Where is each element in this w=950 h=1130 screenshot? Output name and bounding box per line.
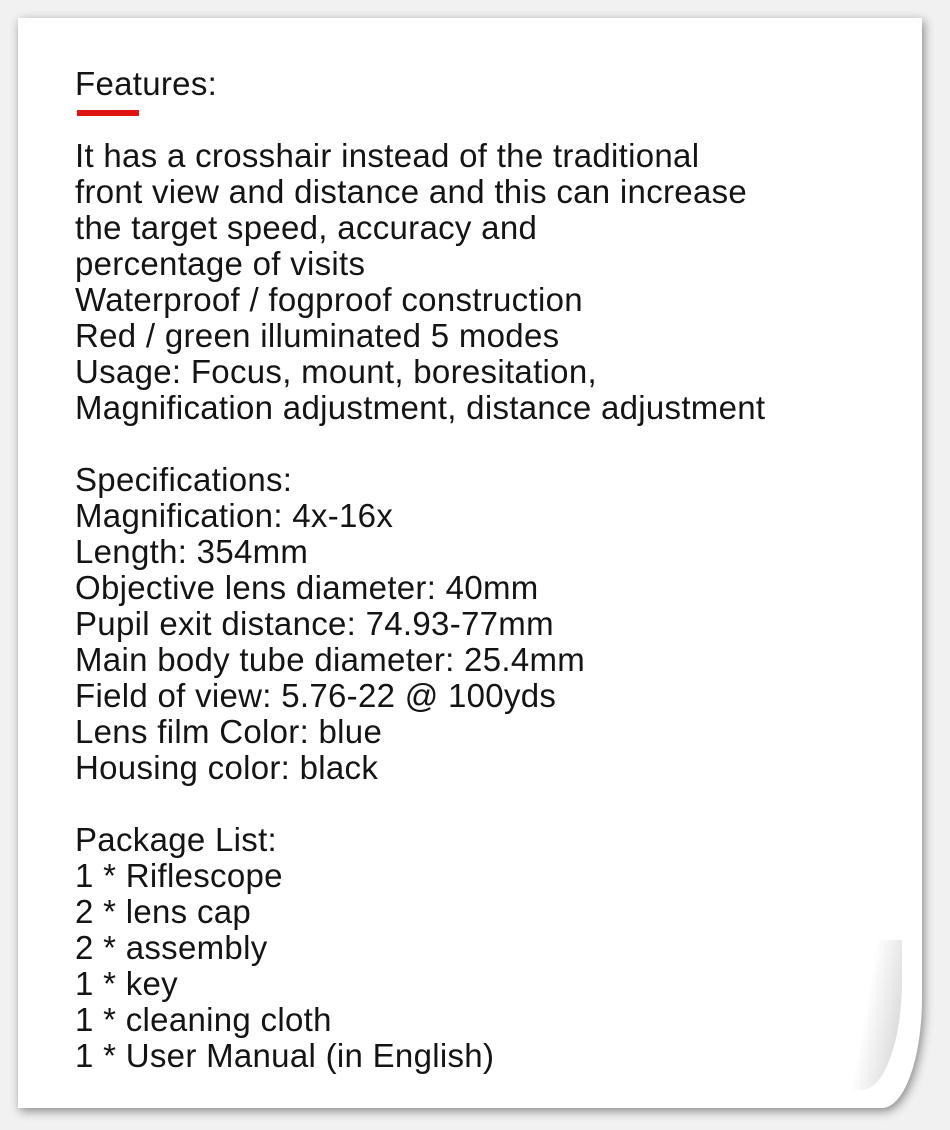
package-item: 1 * Riflescope [75,857,283,894]
package-heading: Package List: [75,821,278,858]
package-item: 2 * lens cap [75,893,252,930]
features-line: Magnification adjustment, distance adjustment [75,389,766,426]
document-body [75,66,765,1074]
features-line: percentage of visits [75,245,366,282]
features-heading-block [75,66,765,102]
features-line: the target speed, accuracy and [75,209,538,246]
spec-line: Field of view: 5.76-22 @ 100yds [75,677,557,714]
package-item: 1 * key [75,965,178,1002]
spec-line: Lens film Color: blue [75,713,383,750]
features-line: front view and distance and this can increase [75,173,748,210]
spec-line: Objective lens diameter: 40mm [75,569,539,606]
features-heading: Features: [75,65,218,102]
package-section [75,822,765,1074]
spec-line: Magnification: 4x-16x [75,497,394,534]
spec-line: Length: 354mm [75,533,309,570]
page-curl-shadow [842,940,902,1090]
package-item: 2 * assembly [75,929,268,966]
package-item: 1 * User Manual (in English) [75,1037,495,1074]
spec-line: Main body tube diameter: 25.4mm [75,641,586,678]
heading-underline [77,110,139,116]
spec-line: Pupil exit distance: 74.93-77mm [75,605,554,642]
features-line: Waterproof / fogproof construction [75,281,583,318]
features-line: It has a crosshair instead of the traditional [75,137,700,174]
specifications-section [75,462,765,786]
spec-line: Housing color: black [75,749,379,786]
package-item: 1 * cleaning cloth [75,1001,332,1038]
features-line: Red / green illuminated 5 modes [75,317,560,354]
specifications-heading: Specifications: [75,461,293,498]
features-list [75,138,765,426]
features-line: Usage: Focus, mount, boresitation, [75,353,597,390]
